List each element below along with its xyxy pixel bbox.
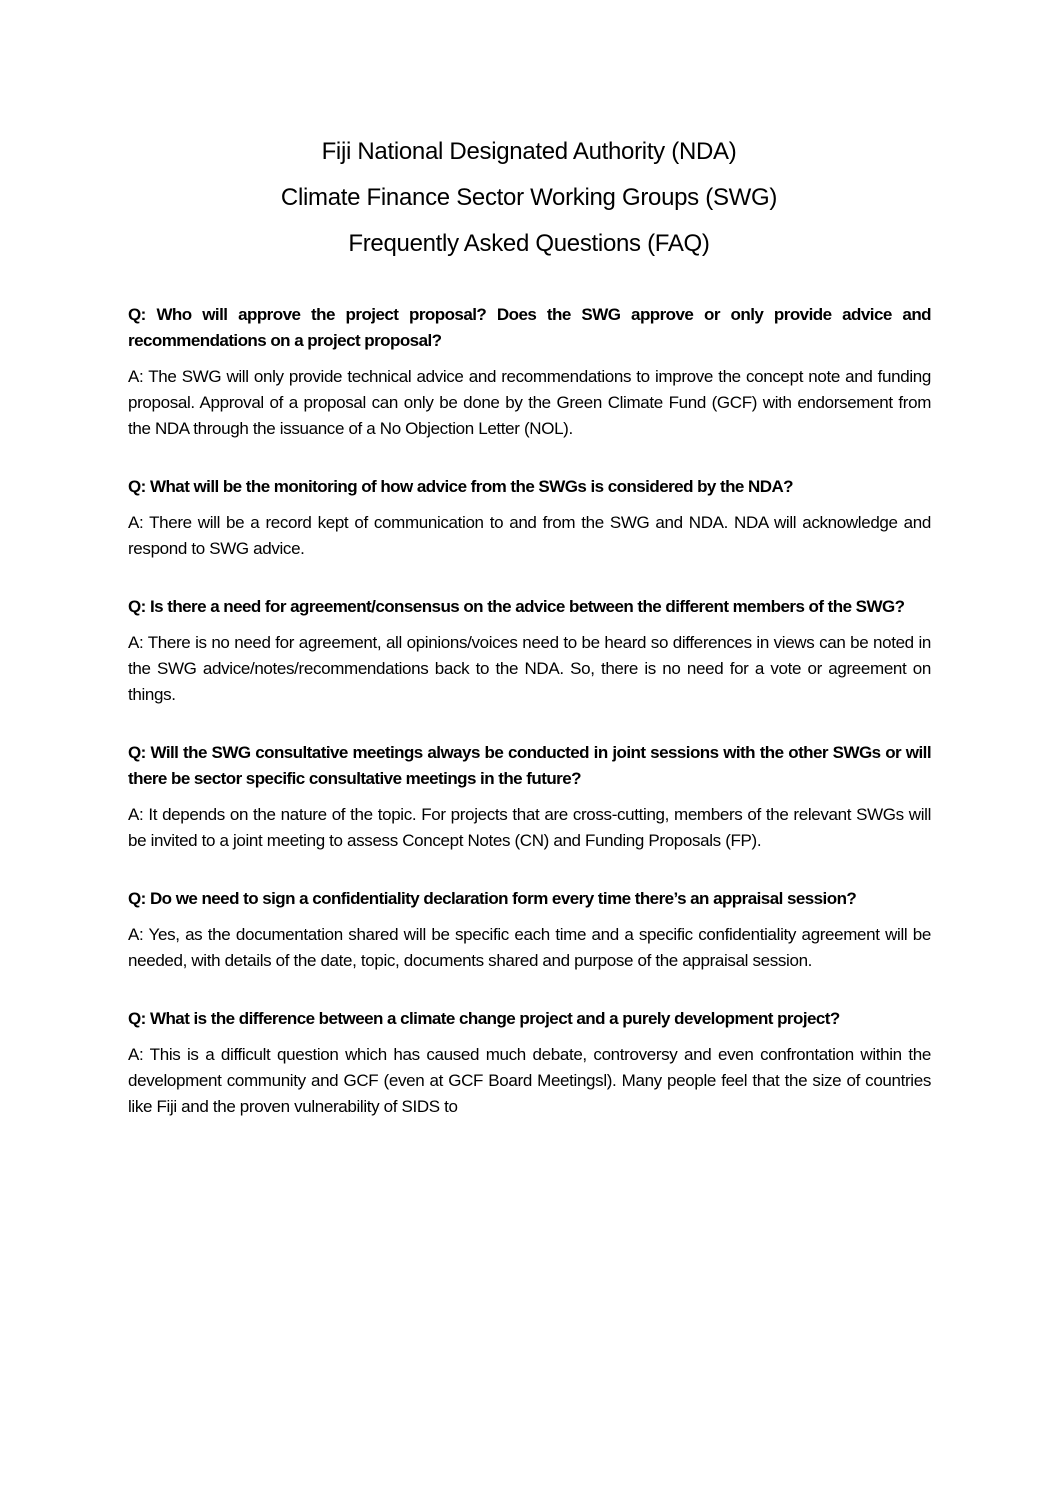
faq-question: Q: Do we need to sign a confidentiality declaration form every time there’s an appraisal session? — [128, 889, 857, 908]
faq-question: Q: Who will approve the project proposal? Does the SWG approve or only provide advice and recommendations on a project proposal? — [128, 305, 931, 350]
faq-answer: A: It depends on the nature of the topic. For projects that are cross-cutting, members of the relevant SWGs will be invited to a joint meeting to assess Concept Notes (CN) and Funding Proposals (FP). — [128, 805, 931, 850]
faq-item — [128, 1006, 931, 1120]
faq-question: Q: Is there a need for agreement/consensus on the advice between the different members of the SWG? — [128, 597, 905, 616]
title-line-working-groups: Climate Finance Sector Working Groups (SWG) — [280, 184, 778, 211]
faq-answer: A: This is a difficult question which has caused much debate, controversy and even confrontation within the development community and GCF (even at GCF Board Meetingsl). Many people feel that the size of countries like Fiji and the proven vulnerability of SIDS to — [128, 1045, 931, 1116]
faq-question: Q: What will be the monitoring of how advice from the SWGs is considered by the NDA? — [128, 477, 794, 496]
title-line-faq: Frequently Asked Questions (FAQ) — [348, 230, 710, 257]
faq-answer: A: There will be a record kept of communication to and from the SWG and NDA. NDA will acknowledge and respond to SWG advice. — [128, 513, 931, 558]
faq-question: Q: Will the SWG consultative meetings always be conducted in joint sessions with the other SWGs or will there be sector specific consultative meetings in the future? — [128, 743, 931, 788]
faq-answer: A: There is no need for agreement, all opinions/voices need to be heard so differences in views can be noted in the SWG advice/notes/recommendations back to the NDA. So, there is no need for a vote or agreement on things. — [128, 633, 931, 704]
faq-answer: A: Yes, as the documentation shared will be specific each time and a specific confidentiality agreement will be needed, with details of the date, topic, documents shared and purpose of the appraisal session. — [128, 925, 931, 970]
faq-list — [128, 302, 931, 1152]
title-line-organization: Fiji National Designated Authority (NDA) — [321, 138, 737, 165]
faq-question: Q: What is the difference between a climate change project and a purely development project? — [128, 1009, 840, 1028]
faq-answer: A: The SWG will only provide technical advice and recommendations to improve the concept note and funding proposal. Approval of a proposal can only be done by the Green Climate Fund (GCF) with endorsement from the NDA through the issuance of a No Objection Letter (NOL). — [128, 367, 931, 438]
faq-item — [128, 302, 931, 442]
faq-item — [128, 740, 931, 854]
faq-item — [128, 474, 931, 562]
faq-item — [128, 594, 931, 708]
document-title — [0, 129, 1058, 267]
faq-item — [128, 886, 931, 974]
